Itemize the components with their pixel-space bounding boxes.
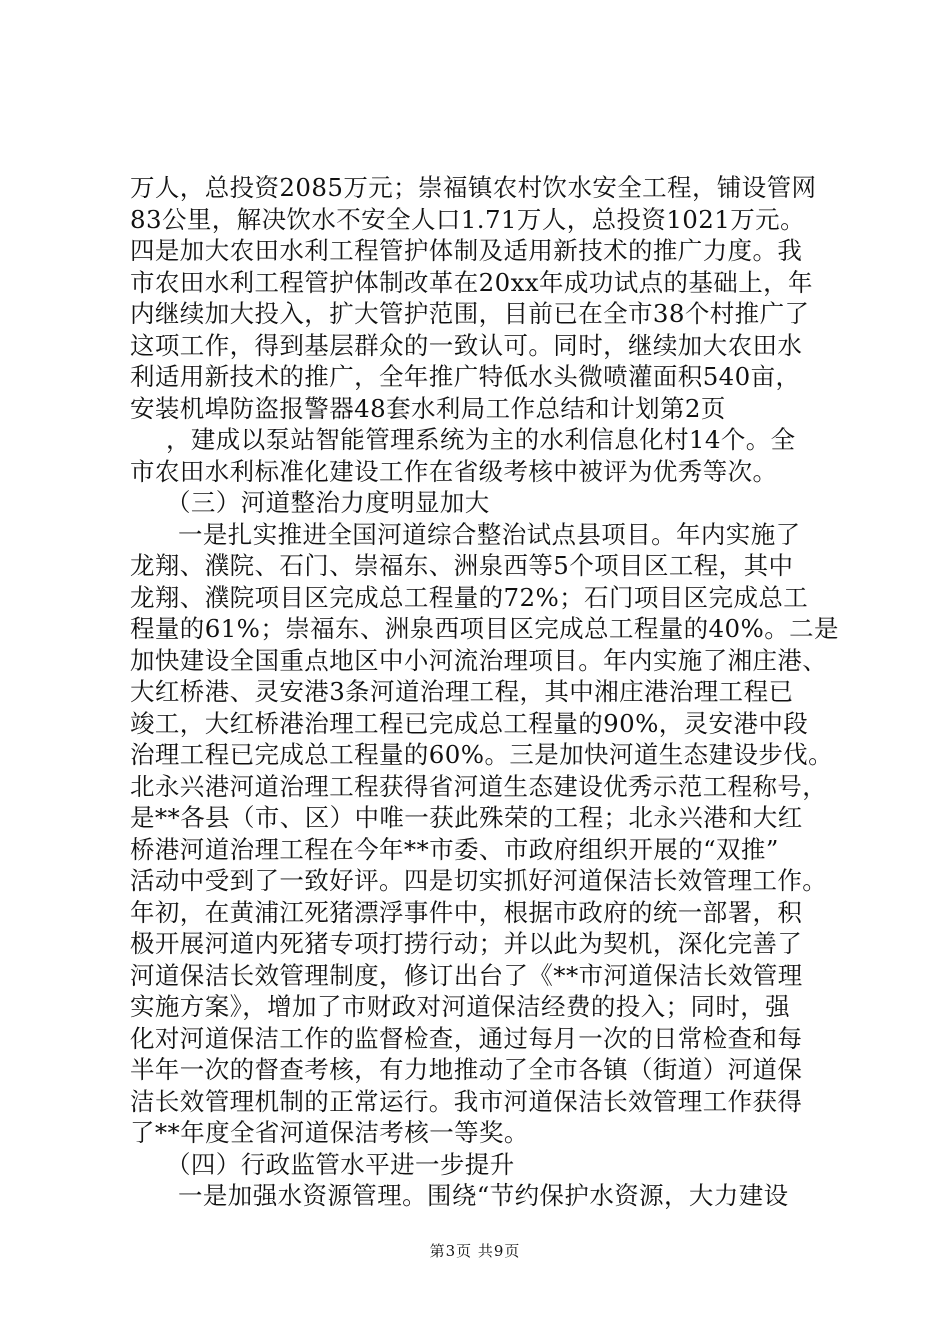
text-line: 万人，总投资2085万元；崇福镇农村饮水安全工程，铺设管网 <box>130 173 817 202</box>
document-body <box>130 172 839 1212</box>
text-line: 年初，在黄浦江死猪漂浮事件中，根据市政府的统一部署，积 <box>130 897 803 927</box>
text-line: 龙翔、濮院、石门、崇福东、洲泉西等5个项目区工程，其中 <box>130 551 794 580</box>
paragraph-start: 一是扎实推进全国河道综合整治试点县项目。年内实施了 <box>178 519 801 549</box>
text-line: 极开展河道内死猪专项打捞行动；并以此为契机，深化完善了 <box>130 929 803 958</box>
text-line: 实施方案》，增加了市财政对河道保洁经费的投入；同时，强 <box>130 992 791 1021</box>
text-line: 内继续加大投入，扩大管护范围，目前已在全市38个村推广了 <box>130 299 810 328</box>
text-line: 活动中受到了一致好评。四是切实抓好河道保洁长效管理工作。 <box>130 866 828 895</box>
text-line: 治理工程已完成总工程量的60%。三是加快河道生态建设步伐。 <box>130 740 834 769</box>
text-line: 河道保洁长效管理制度，修订出台了《**市河道保洁长效管理 <box>130 960 803 990</box>
text-line: 桥港河道治理工程在今年**市委、市政府组织开展的“双推” <box>130 834 779 864</box>
text-line: 83公里，解决饮水不安全人口1.71万人，总投资1021万元。 <box>130 204 805 234</box>
text-line: 市农田水利工程管护体制改革在20xx年成功试点的基础上，年 <box>130 267 813 297</box>
text-line: 大红桥港、灵安港3条河道治理工程，其中湘庄港治理工程已 <box>130 677 794 706</box>
text-line: 化对河道保洁工作的监督检查，通过每月一次的日常检查和每 <box>130 1023 803 1053</box>
text-line: 半年一次的督查考核，有力地推动了全市各镇（街道）河道保 <box>130 1055 803 1084</box>
text-line: 了**年度全省河道保洁考核一等奖。 <box>130 1118 529 1147</box>
text-line: 程量的61%；崇福东、洲泉西项目区完成总工程量的40%。二是 <box>130 614 839 643</box>
text-line: 龙翔、濮院项目区完成总工程量的72%；石门项目区完成总工 <box>130 582 809 612</box>
paragraph-start: 一是加强水资源管理。围绕“节约保护水资源，大力建设 <box>178 1181 789 1210</box>
section-heading: （四）行政监管水平进一步提升 <box>166 1149 515 1179</box>
text-line: ，建成以泵站智能管理系统为主的水利信息化村14个。全 <box>166 425 796 454</box>
text-line: 洁长效管理机制的正常运行。我市河道保洁长效管理工作获得 <box>130 1086 803 1116</box>
text-line: 加快建设全国重点地区中小河流治理项目。年内实施了湘庄港、 <box>130 645 828 675</box>
text-line: 是**各县（市、区）中唯一获此殊荣的工程；北永兴港和大红 <box>130 803 803 832</box>
text-line: 安装机埠防盗报警器48套水利局工作总结和计划第2页 <box>130 393 726 423</box>
text-line: 竣工，大红桥港治理工程已完成总工程量的90%，灵安港中段 <box>130 708 809 738</box>
page-footer: 第3页 共9页 <box>429 1242 521 1260</box>
section-heading: （三）河道整治力度明显加大 <box>166 488 490 517</box>
text-line: 这项工作，得到基层群众的一致认可。同时，继续加大农田水 <box>130 330 803 360</box>
text-line: 四是加大农田水利工程管护体制及适用新技术的推广力度。我 <box>130 236 803 265</box>
text-line: 利适用新技术的推广，全年推广特低水头微喷灌面积540亩， <box>130 362 801 391</box>
text-line: 市农田水利标准化建设工作在省级考核中被评为优秀等次。 <box>130 456 778 486</box>
text-line: 北永兴港河道治理工程获得省河道生态建设优秀示范工程称号， <box>130 771 828 801</box>
